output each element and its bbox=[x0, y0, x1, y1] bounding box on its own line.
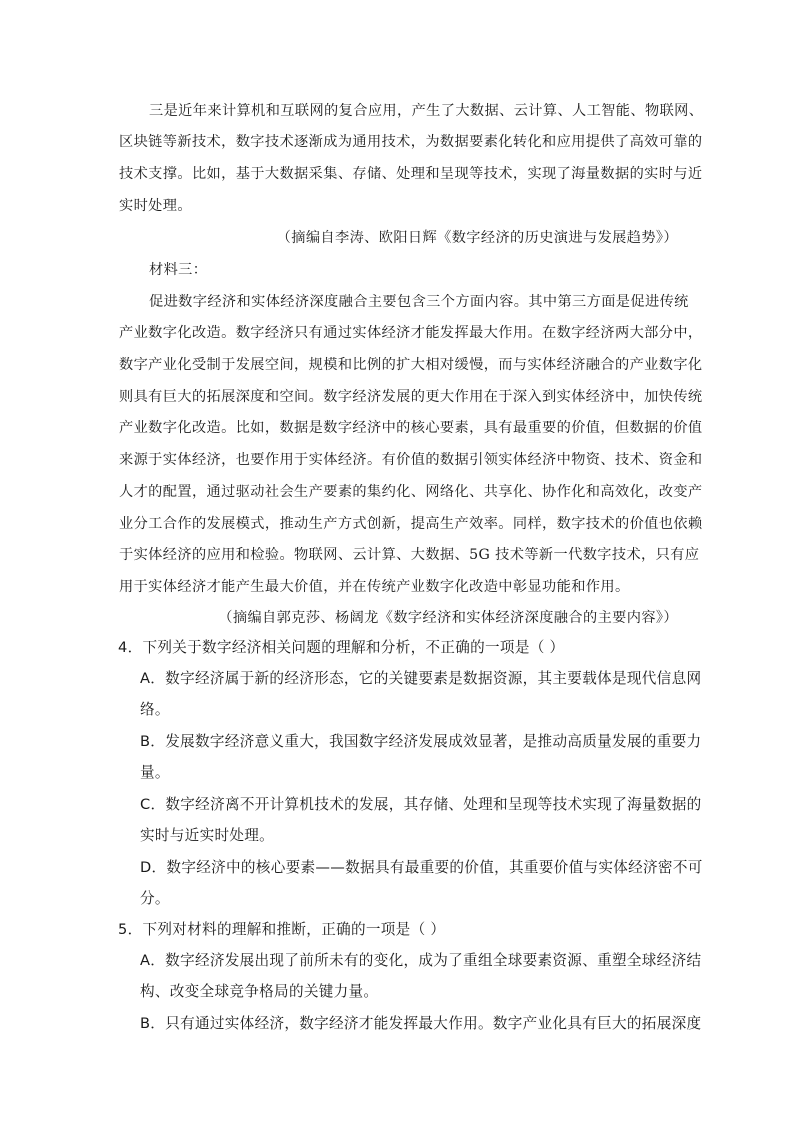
q4-option-b: B．发展数字经济意义重大，我国数字经济发展成效显著，是推动高质量发展的重要力 bbox=[140, 733, 702, 750]
passage3-heading: 材料三： bbox=[149, 262, 208, 278]
passage3-line: 产业数字化改造。比如，数据是数字经济中的核心要素，具有最重要的价值，但数据的价值 bbox=[119, 420, 703, 436]
passage3-line: 产业数字化改造。数字经济只有通过实体经济才能发挥最大作用。在数字经济两大部分中， bbox=[119, 325, 703, 341]
passage2-line: 三是近年来计算机和互联网的复合应用，产生了大数据、云计算、人工智能、物联网、 bbox=[149, 103, 704, 119]
q4-option-a-cont: 络。 bbox=[140, 701, 170, 718]
passage3-line: 用于实体经济才能产生最大价值，并在传统产业数字化改造中彰显功能和作用。 bbox=[119, 579, 630, 595]
passage3-line: 则具有巨大的拓展深度和空间。数字经济发展的更大作用在于深入到实体经济中，加快传统 bbox=[119, 389, 703, 405]
q4-option-b-cont: 量。 bbox=[140, 764, 170, 781]
question-5-stem: 5．下列对材料的理解和推断，正确的一项是（ ） bbox=[118, 921, 446, 938]
q4-option-c-cont: 实时与近实时处理。 bbox=[140, 827, 275, 844]
q5-option-a: A．数字经济发展出现了前所未有的变化，成为了重组全球要素资源、重塑全球经济结 bbox=[140, 952, 702, 969]
passage3-source: （摘编自郭克莎、杨阔龙《数字经济和实体经济深度融合的主要内容》） bbox=[218, 610, 678, 626]
q4-option-a: A．数字经济属于新的经济形态，它的关键要素是数据资源，其主要载体是现代信息网 bbox=[140, 670, 702, 687]
q4-option-d: D．数字经济中的核心要素——数据具有最重要的价值，其重要价值与实体经济密不可 bbox=[140, 859, 703, 876]
passage3-line: 于实体经济的应用和检验。物联网、云计算、大数据、5G 技术等新一代数字技术，只有应 bbox=[119, 547, 700, 563]
passage2-line: 技术支撑。比如，基于大数据采集、存储、处理和呈现等技术，实现了海量数据的实时与近 bbox=[119, 166, 703, 182]
q5-option-a-cont: 构、改变全球竞争格局的关键力量。 bbox=[140, 983, 379, 1000]
passage2-line: 实时处理。 bbox=[119, 198, 192, 214]
passage3-line: 数字产业化受制于发展空间，规模和比例的扩大相对缓慢，而与实体经济融合的产业数字化 bbox=[119, 357, 703, 373]
passage3-line: 促进数字经济和实体经济深度融合主要包含三个方面内容。其中第三方面是促进传统 bbox=[149, 294, 689, 310]
passage3-line: 业分工合作的发展模式，推动生产方式创新，提高生产效率。同样，数字技术的价值也依赖 bbox=[119, 516, 703, 532]
q4-option-d-cont: 分。 bbox=[140, 890, 170, 907]
q4-option-c: C．数字经济离不开计算机技术的发展，其存储、处理和呈现等技术实现了海量数据的 bbox=[140, 796, 702, 813]
passage2-source: （摘编自李涛、欧阳日辉《数字经济的历史演进与发展趋势》） bbox=[276, 230, 678, 246]
question-4-stem: 4．下列关于数字经济相关问题的理解和分析，不正确的一项是（ ） bbox=[118, 639, 565, 656]
q5-option-b: B．只有通过实体经济，数字经济才能发挥最大作用。数字产业化具有巨大的拓展深度 bbox=[140, 1015, 702, 1032]
passage3-line: 人才的配置，通过驱动社会生产要素的集约化、网络化、共享化、协作化和高效化，改变产 bbox=[119, 484, 703, 500]
passage2-line: 区块链等新技术，数字技术逐渐成为通用技术，为数据要素化转化和应用提供了高效可靠的 bbox=[119, 134, 703, 150]
passage3-line: 来源于实体经济，也要作用于实体经济。有价值的数据引领实体经济中物资、技术、资金和 bbox=[119, 452, 703, 468]
